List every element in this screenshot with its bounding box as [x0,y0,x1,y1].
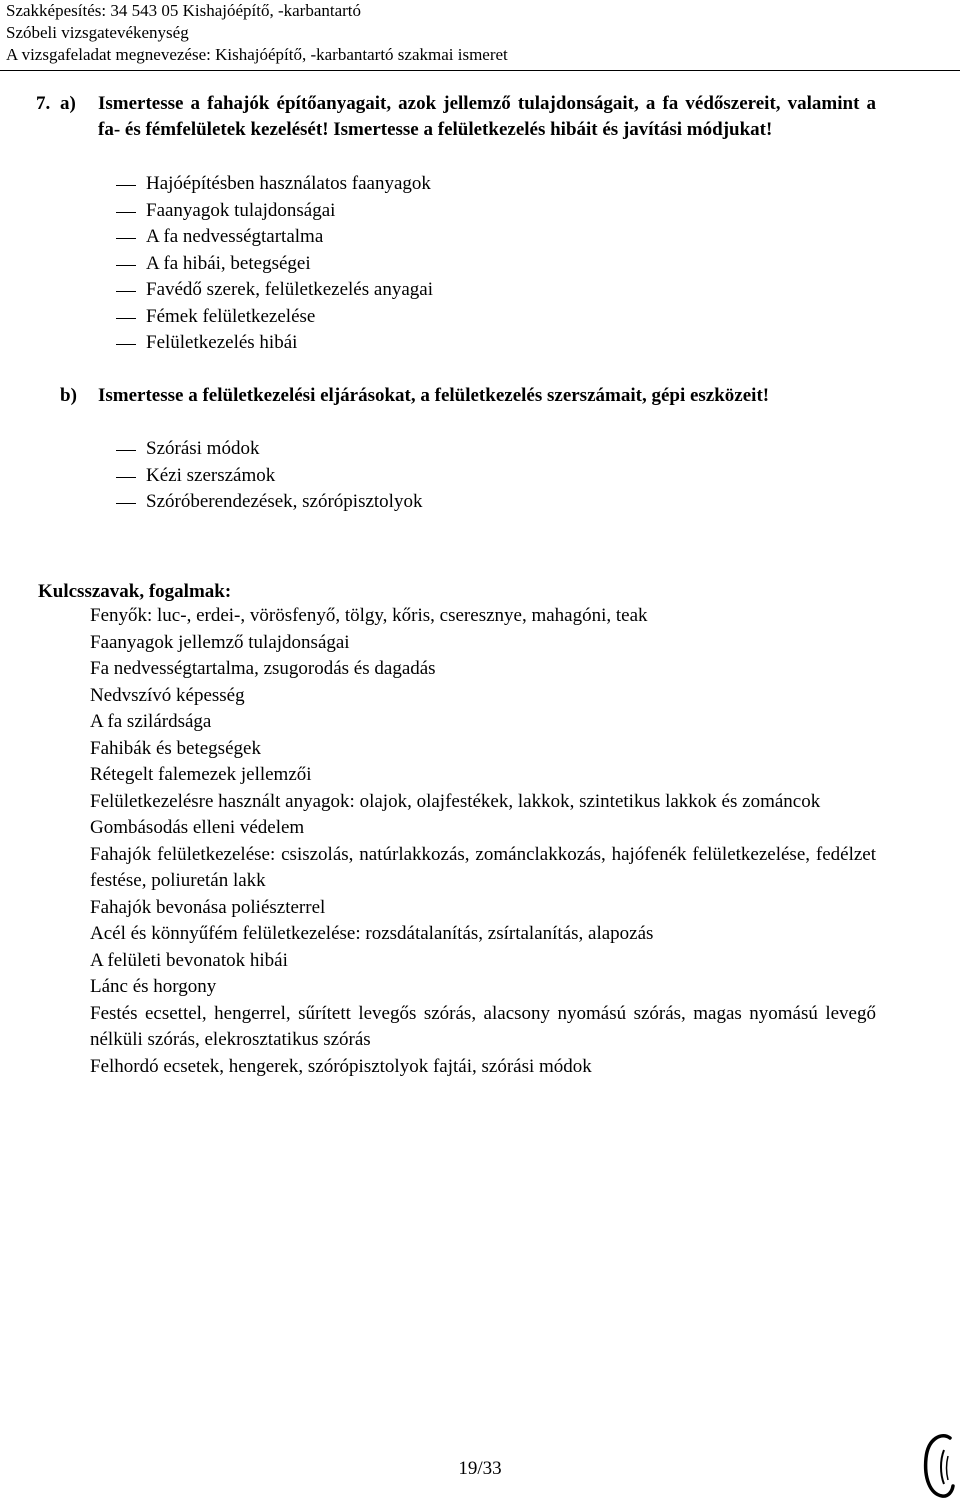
part-a-list [0,171,960,357]
keyword-item: Nedvszívó képesség [90,684,245,706]
keyword-item: Fa nedvességtartalma, zsugorodás és dagadás [90,658,436,679]
part-b-text: Ismertesse a felületkezelési eljárásokat, a felületkezelés szerszámait, gépi eszközeit! [98,385,770,406]
dash-bullet-icon [116,238,136,239]
dash-bullet-icon [116,477,136,478]
list-item: Faanyagok tulajdonságai [0,198,960,225]
keyword-item: Faanyagok jellemző tulajdonságai [90,631,350,653]
page-number: 19/33 [458,1458,502,1479]
dash-bullet-icon [116,503,136,504]
keyword-item: Felhordó ecsetek, hengerek, szórópisztolyok fajtái, szórási módok [90,1055,592,1077]
part-a-label: a) [60,93,76,114]
page-header [6,0,508,66]
dash-bullet-icon [116,344,136,345]
list-item: Kézi szerszámok [0,463,960,490]
keyword-item: Lánc és horgony [90,976,217,997]
keyword-item: Fahajók felületkezelése: csiszolás, natúrlakkozás, zománclakkozás, hajófenék felületkezelése, fedélzet festése, poliuretán lakk [90,843,876,891]
keywords-list [90,603,876,1080]
dash-bullet-icon [116,212,136,213]
keywords-title: Kulcsszavak, fogalmak: [38,581,232,602]
keyword-item: Fenyők: luc-, erdei-, vörösfenyő, tölgy, kőris, cseresznye, mahagóni, teak [90,605,648,626]
keyword-item: Festés ecsettel, hengerrel, sűrített levegős szórás, alacsony nyomású szórás, magas nyomású levegő nélküli szórás, elekrosztatikus szórás [90,1002,876,1050]
list-item: A fa hibái, betegségei [0,251,960,278]
list-item: Fémek felületkezelése [0,304,960,331]
list-item: Felületkezelés hibái [0,330,960,357]
keyword-item: Fahibák és betegségek [90,737,261,759]
dash-bullet-icon [116,185,136,186]
keyword-item: Fahajók bevonása poliészterrel [90,896,326,918]
keyword-item: A felületi bevonatok hibái [90,949,288,971]
header-exam-type: Szóbeli vizsgatevékenység [6,23,189,42]
list-item: A fa nedvességtartalma [0,224,960,251]
dash-bullet-icon [116,318,136,319]
list-item: Szóróberendezések, szórópisztolyok [0,489,960,516]
part-a-heading [60,91,876,143]
part-b-list [0,436,960,516]
list-item: Hajóépítésben használatos faanyagok [0,171,960,198]
part-a-text: Ismertesse a fahajók építőanyagait, azok jellemző tulajdonságait, a fa védőszereit, valamint a fa- és fémfelületek kezelését! Ismertesse a felületkezelés hibáit és javítási módjukat! [98,93,876,140]
header-task-name: A vizsgafeladat megnevezése: Kishajóépítő, -karbantartó szakmai ismeret [6,45,508,64]
part-b-label: b) [60,385,77,406]
header-divider [0,70,960,71]
keyword-item: A fa szilárdsága [90,711,212,732]
logo-mark-icon [920,1430,960,1503]
dash-bullet-icon [116,450,136,451]
part-b-heading [60,383,876,409]
keyword-item: Felületkezelésre használt anyagok: olajok, olajfestékek, lakkok, szintetikus lakkok és zománcok [90,790,821,812]
list-item: Favédő szerek, felületkezelés anyagai [0,277,960,304]
dash-bullet-icon [116,265,136,266]
question-number: 7. [36,93,51,114]
keyword-item: Acél és könnyűfém felületkezelése: rozsdátalanítás, zsírtalanítás, alapozás [90,923,654,944]
keyword-item: Gombásodás elleni védelem [90,817,305,838]
header-qualification: Szakképesítés: 34 543 05 Kishajóépítő, -karbantartó [6,1,362,20]
dash-bullet-icon [116,291,136,292]
list-item: Szórási módok [0,436,960,463]
keyword-item: Rétegelt falemezek jellemzői [90,764,312,785]
